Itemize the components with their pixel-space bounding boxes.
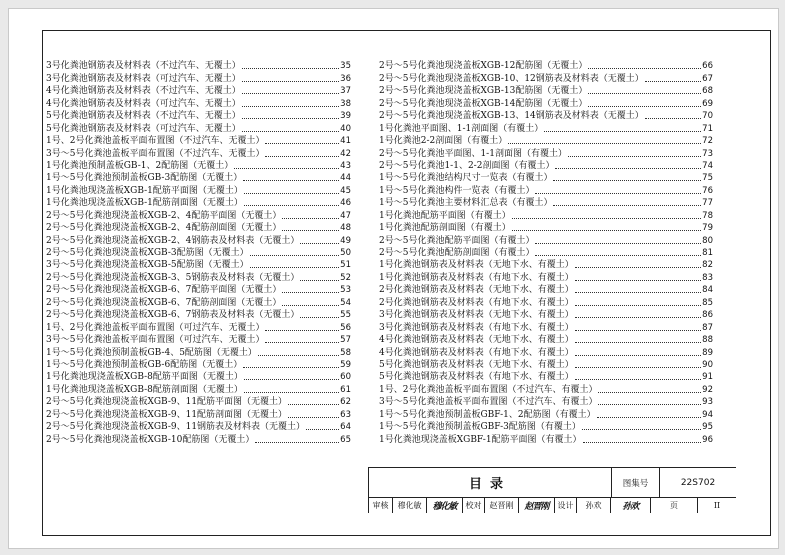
toc-entry-title: 2号化粪池钢筋表及材料表（有地下水、有覆土） — [379, 297, 574, 308]
toc-entry-page: 46 — [340, 198, 351, 209]
toc-entry-title: 4号化粪池钢筋表及材料表（可过汽车、无覆土） — [46, 98, 241, 109]
toc-entry-page: 76 — [702, 185, 713, 196]
toc-entry — [379, 247, 713, 259]
toc-entry-page: 82 — [702, 260, 713, 271]
toc-entry — [379, 172, 713, 184]
toc-leader-dots — [265, 156, 339, 157]
toc-entry-page: 81 — [702, 248, 713, 258]
toc-leader-dots — [234, 168, 339, 169]
toc-leader-dots — [598, 404, 701, 405]
toc-entry — [46, 334, 351, 346]
toc-entry — [46, 259, 351, 271]
reviewer-signature: 穆化敏 — [427, 498, 463, 513]
toc-leader-dots — [288, 404, 339, 405]
toc-leader-dots — [553, 205, 701, 206]
toc-leader-dots — [242, 93, 339, 94]
toc-entry-title: 3号化粪池钢筋表及材料表（不过汽车、无覆土） — [46, 61, 241, 72]
toc-entry-page: 96 — [702, 434, 713, 445]
toc-entry-page: 80 — [702, 235, 713, 246]
toc-entry-page: 53 — [340, 285, 351, 296]
toc-entry-page: 40 — [340, 123, 351, 134]
toc-entry-page: 42 — [340, 148, 351, 159]
toc-entry — [379, 271, 713, 283]
toc-leader-dots — [645, 118, 701, 119]
toc-entry-page: 90 — [702, 359, 713, 370]
toc-entry-page: 68 — [702, 86, 713, 97]
toc-entry-page: 55 — [340, 310, 351, 321]
toc-entry-page: 44 — [340, 173, 351, 184]
toc-entry — [379, 135, 713, 147]
toc-entry-page: 54 — [340, 297, 351, 308]
toc-leader-dots — [243, 367, 339, 368]
toc-entry-title: 2号～5号化粪池现浇盖板XGB-9、11配筋平面图（无覆土） — [46, 397, 288, 408]
toc-leader-dots — [255, 442, 339, 443]
toc-leader-dots — [575, 342, 701, 343]
toc-leader-dots — [244, 379, 339, 380]
toc-entry-page: 93 — [702, 397, 713, 408]
toc-leader-dots — [282, 292, 339, 293]
toc-leader-dots — [588, 68, 701, 69]
toc-entry — [379, 60, 713, 72]
toc-entry — [379, 259, 713, 271]
toc-entry — [379, 122, 713, 134]
toc-entry — [379, 209, 713, 221]
toc-entry-title: 1号化粪池现浇盖板XGBF-1配筋平面图（有覆土） — [379, 434, 582, 445]
toc-entry-page: 86 — [702, 310, 713, 321]
toc-entry-title: 2号～5号化粪池现浇盖板XGB-14配筋图（无覆土） — [379, 98, 588, 109]
designer-name: 孙欢 — [577, 498, 611, 513]
toc-leader-dots — [250, 255, 340, 256]
toc-entry — [379, 147, 713, 159]
toc-leader-dots — [282, 218, 339, 219]
toc-entry-title: 2号～5号化粪池现浇盖板XGB-10、12钢筋表及材料表（无覆土） — [379, 73, 644, 84]
toc-entry — [46, 359, 351, 371]
toc-entry-title: 2号化粪池钢筋表及材料表（无地下水、有覆土） — [379, 285, 574, 296]
toc-entry-title: 2号～5号化粪池配筋平面图（有覆土） — [379, 235, 535, 246]
toc-leader-dots — [575, 379, 701, 380]
toc-entry-page: 72 — [702, 136, 713, 147]
toc-entry — [46, 271, 351, 283]
toc-entry — [46, 433, 351, 445]
toc-entry — [46, 97, 351, 109]
toc-entry-page: 74 — [702, 160, 713, 171]
toc-entry-title: 2号～5号化粪池现浇盖板XGB-6、7配筋剖面图（无覆土） — [46, 297, 282, 308]
atlas-number-value: 22S702 — [660, 468, 736, 498]
toc-entry — [379, 97, 713, 109]
designer-signature: 孙欢 — [611, 498, 651, 513]
toc-entry-title: 1号、2号化粪池盖板平面布置图（不过汽车、无覆土） — [46, 136, 265, 147]
toc-entry-title: 2号～5号化粪池现浇盖板XGB-9、11配筋剖面图（无覆土） — [46, 409, 288, 420]
toc-entry — [379, 296, 713, 308]
toc-entry — [46, 122, 351, 134]
toc-leader-dots — [555, 168, 701, 169]
toc-leader-dots — [244, 392, 339, 393]
design-label: 设计 — [555, 498, 577, 513]
toc-entry — [379, 160, 713, 172]
toc-entry-page: 85 — [702, 297, 713, 308]
toc-entry-title: 1号化粪池现浇盖板XGB-8配筋剖面图（无覆土） — [46, 384, 243, 395]
check-label: 校对 — [463, 498, 485, 513]
toc-entry-title: 3号～5号化粪池盖板平面布置图（不过汽车、有覆土） — [379, 397, 598, 408]
toc-entry — [46, 135, 351, 147]
drawing-sheet — [8, 8, 779, 549]
toc-leader-dots — [575, 305, 701, 306]
toc-leader-dots — [535, 243, 701, 244]
toc-leader-dots — [645, 81, 701, 82]
toc-leader-dots — [588, 93, 701, 94]
atlas-number-label: 图集号 — [612, 468, 660, 498]
toc-entry-page: 88 — [702, 335, 713, 346]
toc-entry — [46, 296, 351, 308]
toc-leader-dots — [535, 193, 701, 194]
toc-entry-page: 38 — [340, 98, 351, 109]
toc-entry-page: 94 — [702, 409, 713, 420]
toc-entry — [46, 147, 351, 159]
toc-entry-page: 52 — [340, 272, 351, 283]
toc-leader-dots — [575, 280, 701, 281]
toc-entry-title: 2号～5号化粪池现浇盖板XGB-9、11钢筋表及材料表（无覆土） — [46, 422, 306, 433]
toc-leader-dots — [250, 267, 340, 268]
toc-leader-dots — [288, 417, 339, 418]
page-label: 页 — [651, 498, 698, 513]
toc-leader-dots — [583, 442, 702, 443]
toc-entry-title: 2号～5号化粪池现浇盖板XGB-3配筋图（无覆土） — [46, 248, 249, 258]
toc-entry-page: 35 — [340, 61, 351, 72]
toc-entry-page: 47 — [340, 210, 351, 221]
toc-entry-title: 1号化粪池现浇盖板XGB-8配筋平面图（无覆土） — [46, 372, 243, 383]
toc-entry-page: 70 — [702, 111, 713, 122]
toc-entry-title: 5号化粪池钢筋表及材料表（不过汽车、无覆土） — [46, 111, 241, 122]
toc-entry — [46, 234, 351, 246]
toc-entry — [46, 408, 351, 420]
toc-entry-title: 1号～5号化粪池构件一览表（有覆土） — [379, 185, 535, 196]
toc-entry-page: 73 — [702, 148, 713, 159]
toc-entry-page: 79 — [702, 223, 713, 234]
toc-leader-dots — [597, 417, 702, 418]
toc-leader-dots — [575, 330, 701, 331]
toc-entry-page: 60 — [340, 372, 351, 383]
toc-entry-title: 5号化粪池钢筋表及材料表（有地下水、有覆土） — [379, 372, 574, 383]
toc-entry-title: 2号～5号化粪池配筋剖面图（有覆土） — [379, 248, 535, 258]
page-value: II — [713, 501, 721, 510]
toc-entry-page: 59 — [340, 359, 351, 370]
toc-entry-title: 1号化粪池预制盖板GB-1、2配筋图（无覆土） — [46, 160, 234, 171]
checker-signature: 赵晋刚 — [519, 498, 555, 513]
toc-entry-title: 1号～5号化粪池结构尺寸一览表（有覆土） — [379, 173, 553, 184]
toc-entry-page: 39 — [340, 111, 351, 122]
toc-entry-page: 36 — [340, 73, 351, 84]
toc-entry-title: 3号～5号化粪池盖板平面布置图（可过汽车、无覆土） — [46, 335, 265, 346]
toc-entry — [46, 383, 351, 395]
toc-entry — [46, 309, 351, 321]
toc-entry-title: 1号化粪池配筋剖面图（有覆土） — [379, 223, 511, 234]
toc-column-right — [379, 60, 713, 446]
toc-entry-title: 1号化粪池现浇盖板XGB-1配筋平面图（无覆土） — [46, 185, 243, 196]
toc-entry-title: 2号～5号化粪池现浇盖板XGB-3、5钢筋表及材料表（无覆土） — [46, 272, 300, 283]
toc-entry-title: 3号～5号化粪池现浇盖板XGB-5配筋图（无覆土） — [46, 260, 249, 271]
toc-entry-page: 51 — [340, 260, 351, 271]
toc-leader-dots — [258, 355, 339, 356]
toc-entry-page: 64 — [340, 422, 351, 433]
toc-entry-title: 2号～5号化粪池现浇盖板XGB-2、4钢筋表及材料表（无覆土） — [46, 235, 300, 246]
toc-leader-dots — [242, 118, 339, 119]
toc-leader-dots — [575, 355, 701, 356]
toc-entry — [379, 346, 713, 358]
toc-entry-page: 69 — [702, 98, 713, 109]
toc-leader-dots — [598, 392, 701, 393]
toc-leader-dots — [575, 367, 701, 368]
toc-entry — [379, 408, 713, 420]
toc-entry-title: 1号化粪池配筋平面图（有覆土） — [379, 210, 511, 221]
toc-entry-page: 50 — [340, 248, 351, 258]
toc-entry-title: 1号～5号化粪池预制盖板GB-4、5配筋图（无覆土） — [46, 347, 257, 358]
toc-leader-dots — [282, 230, 339, 231]
toc-entry — [379, 284, 713, 296]
toc-entry-title: 3号化粪池钢筋表及材料表（无地下水、有覆土） — [379, 310, 574, 321]
toc-leader-dots — [553, 180, 701, 181]
toc-entry-title: 2号～5号化粪池现浇盖板XGB-2、4配筋平面图（无覆土） — [46, 210, 282, 221]
toc-entry — [379, 184, 713, 196]
toc-entry — [46, 60, 351, 72]
toc-entry-page: 43 — [340, 160, 351, 171]
toc-entry-page: 83 — [702, 272, 713, 283]
toc-column-left — [46, 60, 351, 446]
toc-entry — [379, 334, 713, 346]
toc-entry-title: 3号～5号化粪池盖板平面布置图（不过汽车、无覆土） — [46, 148, 265, 159]
toc-entry — [46, 321, 351, 333]
toc-entry-page: 57 — [340, 335, 351, 346]
toc-entry — [46, 72, 351, 84]
toc-entry-title: 1号～5号化粪池预制盖板GBF-1、2配筋图（有覆土） — [379, 409, 596, 420]
checker-name: 赵晋刚 — [485, 498, 519, 513]
toc-entry — [379, 371, 713, 383]
toc-entry-page: 48 — [340, 223, 351, 234]
toc-leader-dots — [300, 317, 339, 318]
toc-leader-dots — [242, 106, 339, 107]
toc-entry — [46, 421, 351, 433]
toc-entry-title: 2号～5号化粪池平面图、1-1剖面图（有覆土） — [379, 148, 567, 159]
toc-entry — [379, 234, 713, 246]
toc-entry-page: 89 — [702, 347, 713, 358]
toc-leader-dots — [282, 305, 339, 306]
toc-entry-page: 84 — [702, 285, 713, 296]
toc-entry — [379, 383, 713, 395]
toc-entry-title: 1号化粪池钢筋表及材料表（无地下水、有覆土） — [379, 260, 574, 271]
toc-entry-page: 77 — [702, 198, 713, 209]
toc-entry-title: 5号化粪池钢筋表及材料表（无地下水、有覆土） — [379, 359, 574, 370]
toc-entry — [379, 433, 713, 445]
toc-entry — [46, 85, 351, 97]
toc-entry-title: 2号～5号化粪池现浇盖板XGB-13配筋图（无覆土） — [379, 86, 588, 97]
toc-entry — [46, 209, 351, 221]
toc-leader-dots — [242, 81, 339, 82]
toc-entry — [46, 197, 351, 209]
toc-entry — [379, 321, 713, 333]
reviewer-name: 穆化敏 — [393, 498, 427, 513]
toc-entry-page: 58 — [340, 347, 351, 358]
toc-entry-title: 2号～5号化粪池现浇盖板XGB-2、4配筋剖面图（无覆土） — [46, 223, 282, 234]
toc-entry — [379, 396, 713, 408]
toc-entry — [379, 309, 713, 321]
toc-leader-dots — [535, 255, 701, 256]
toc-entry-title: 1号化粪池平面图、1-1剖面图（有覆土） — [379, 123, 544, 134]
toc-entry — [379, 197, 713, 209]
toc-entry — [46, 184, 351, 196]
toc-entry-page: 37 — [340, 86, 351, 97]
toc-entry — [46, 110, 351, 122]
toc-entry-title: 4号化粪池钢筋表及材料表（不过汽车、无覆土） — [46, 86, 241, 97]
toc-entry-page: 65 — [340, 434, 351, 445]
toc-entry-title: 2号～5号化粪池现浇盖板XGB-6、7钢筋表及材料表（无覆土） — [46, 310, 300, 321]
toc-entry-title: 1号～5号化粪池预制盖板GB-6配筋图（无覆土） — [46, 359, 243, 370]
toc-entry-page: 67 — [702, 73, 713, 84]
toc-leader-dots — [265, 330, 339, 331]
toc-entry — [46, 284, 351, 296]
toc-entry-page: 56 — [340, 322, 351, 333]
toc-entry — [379, 359, 713, 371]
toc-entry-page: 49 — [340, 235, 351, 246]
review-label: 审核 — [369, 498, 393, 513]
toc-entry-title: 1号～5号化粪池主要材料汇总表（有覆土） — [379, 198, 553, 209]
toc-entry-page: 78 — [702, 210, 713, 221]
toc-entry — [46, 346, 351, 358]
title-block-title: 目录 — [369, 468, 612, 498]
toc-leader-dots — [242, 131, 339, 132]
toc-entry-title: 1号化粪池现浇盖板XGB-1配筋剖面图（无覆土） — [46, 198, 243, 209]
toc-entry-title: 3号化粪池钢筋表及材料表（可过汽车、无覆土） — [46, 73, 241, 84]
toc-leader-dots — [244, 193, 339, 194]
toc-entry-page: 71 — [702, 123, 713, 134]
toc-entry-title: 2号～5号化粪池现浇盖板XGB-12配筋图（无覆土） — [379, 61, 588, 72]
toc-leader-dots — [242, 68, 339, 69]
toc-entry — [46, 371, 351, 383]
toc-entry — [46, 172, 351, 184]
toc-entry-title: 1号、2号化粪池盖板平面布置图（不过汽车、有覆土） — [379, 384, 598, 395]
toc-leader-dots — [265, 143, 339, 144]
toc-leader-dots — [544, 131, 701, 132]
toc-leader-dots — [300, 243, 339, 244]
toc-leader-dots — [588, 106, 701, 107]
toc-entry-page: 61 — [340, 384, 351, 395]
toc-leader-dots — [306, 429, 339, 430]
toc-leader-dots — [512, 218, 701, 219]
toc-entry — [46, 222, 351, 234]
toc-entry — [379, 72, 713, 84]
toc-entry-page: 62 — [340, 397, 351, 408]
title-block — [368, 467, 736, 513]
toc-entry-title: 2号～5号化粪池1-1、2-2剖面图（有覆土） — [379, 160, 555, 171]
toc-entry-page: 45 — [340, 185, 351, 196]
toc-leader-dots — [512, 230, 701, 231]
toc-entry-title: 5号化粪池钢筋表及材料表（可过汽车、无覆土） — [46, 123, 241, 134]
toc-entry-title: 2号～5号化粪池现浇盖板XGB-10配筋图（无覆土） — [46, 434, 255, 445]
toc-leader-dots — [575, 267, 701, 268]
signature-row — [369, 498, 736, 513]
toc-entry-page: 75 — [702, 173, 713, 184]
toc-entry-title: 4号化粪池钢筋表及材料表（有地下水、有覆土） — [379, 347, 574, 358]
toc-entry — [379, 421, 713, 433]
toc-leader-dots — [582, 429, 701, 430]
toc-entry — [46, 247, 351, 259]
toc-entry-page: 92 — [702, 384, 713, 395]
toc-entry-title: 4号化粪池钢筋表及材料表（无地下水、有覆土） — [379, 335, 574, 346]
toc-entry-page: 41 — [340, 136, 351, 147]
toc-entry-page: 63 — [340, 409, 351, 420]
toc-entry-page: 87 — [702, 322, 713, 333]
toc-entry — [46, 396, 351, 408]
toc-entry — [379, 110, 713, 122]
toc-entry — [379, 85, 713, 97]
toc-entry-title: 1号～5号化粪池预制盖板GBF-3配筋图（有覆土） — [379, 422, 581, 433]
toc-entry-page: 91 — [702, 372, 713, 383]
toc-entry-title: 1号～5号化粪池预制盖板GB-3配筋图（无覆土） — [46, 173, 243, 184]
toc-leader-dots — [265, 342, 339, 343]
toc-leader-dots — [244, 205, 339, 206]
toc-leader-dots — [575, 317, 701, 318]
toc-entry-title: 1号化粪池2-2剖面图（有覆土） — [379, 136, 508, 147]
toc-leader-dots — [575, 292, 701, 293]
toc-leader-dots — [243, 180, 339, 181]
toc-entry-page: 66 — [702, 61, 713, 72]
toc-entry — [46, 160, 351, 172]
toc-entry — [379, 222, 713, 234]
toc-entry-title: 1号化粪池钢筋表及材料表（有地下水、有覆土） — [379, 272, 574, 283]
toc-entry-title: 3号化粪池钢筋表及材料表（有地下水、有覆土） — [379, 322, 574, 333]
toc-leader-dots — [300, 280, 339, 281]
toc-entry-title: 2号～5号化粪池现浇盖板XGB-6、7配筋平面图（无覆土） — [46, 285, 282, 296]
toc-leader-dots — [568, 156, 701, 157]
toc-entry-page: 95 — [702, 422, 713, 433]
toc-leader-dots — [508, 143, 701, 144]
toc-entry-title: 2号～5号化粪池现浇盖板XGB-13、14钢筋表及材料表（无覆土） — [379, 111, 644, 122]
toc-entry-title: 1号、2号化粪池盖板平面布置图（可过汽车、无覆土） — [46, 322, 265, 333]
